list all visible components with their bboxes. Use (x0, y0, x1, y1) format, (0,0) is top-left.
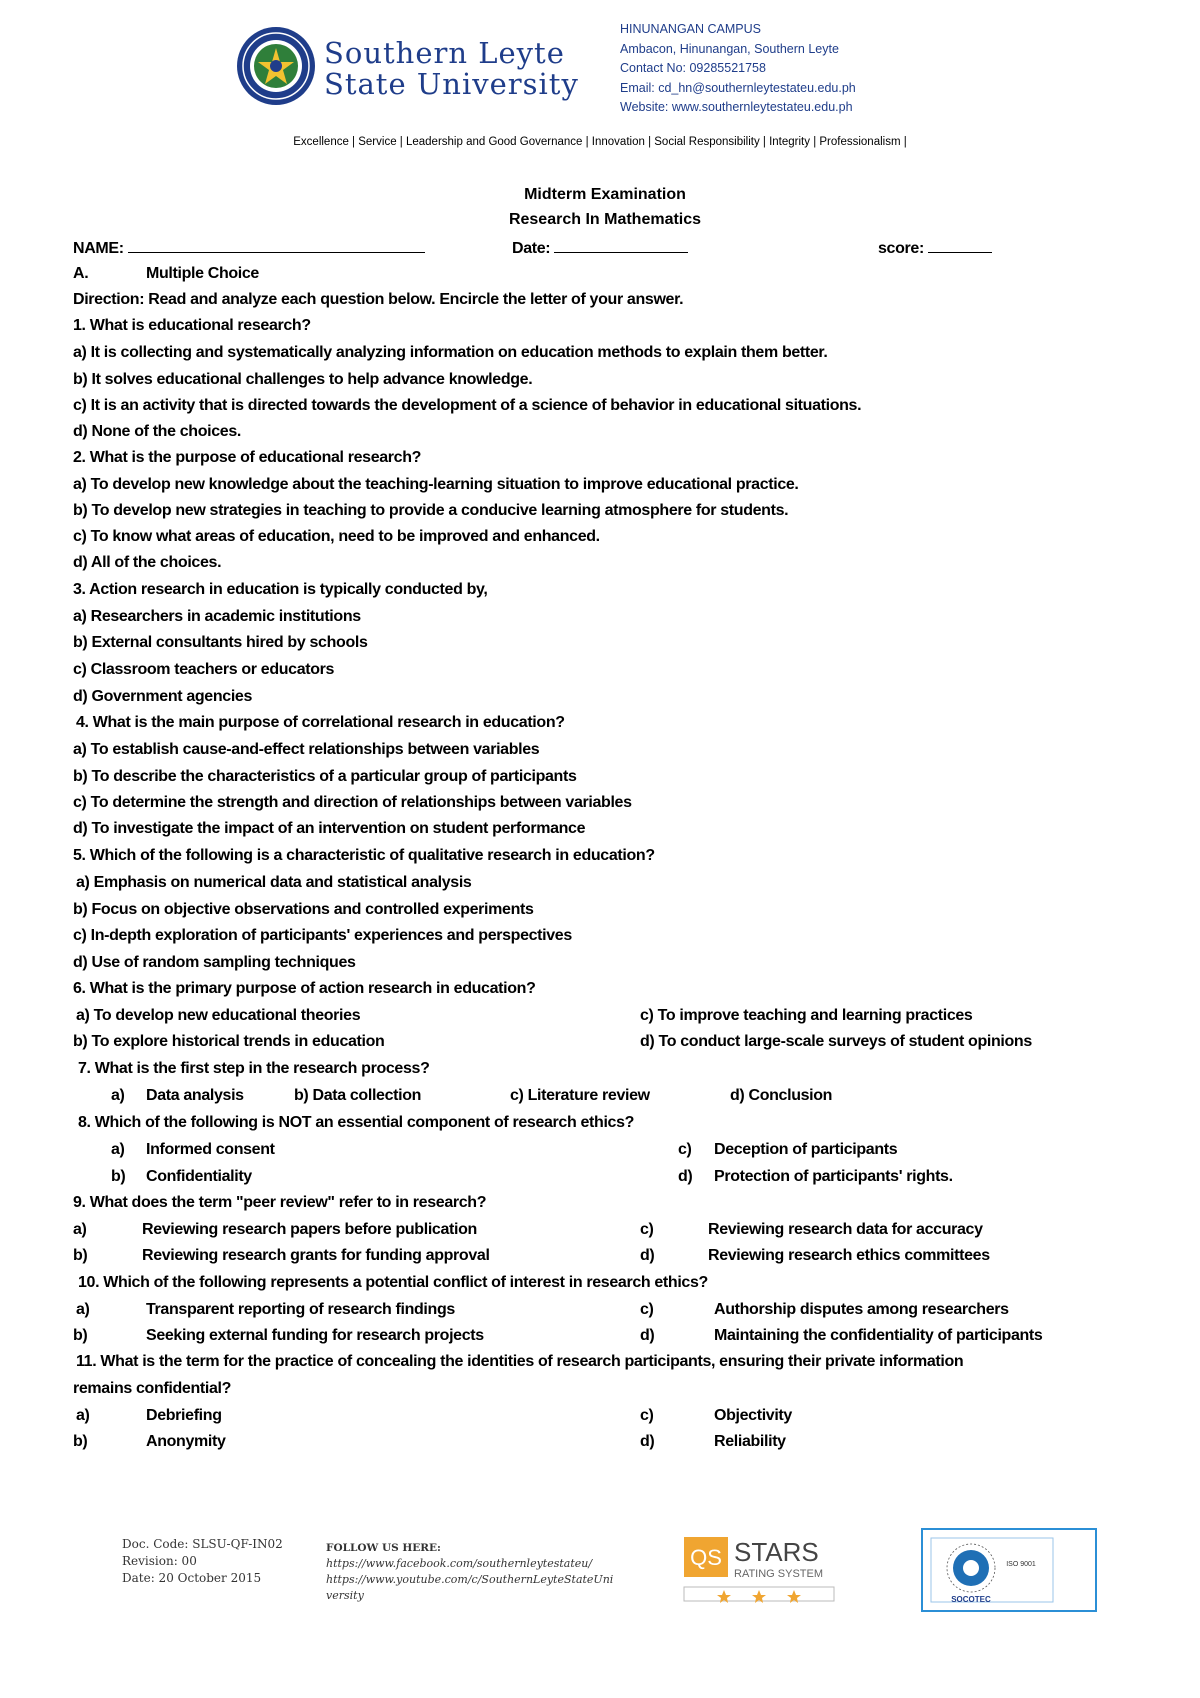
section-letter: A. (73, 265, 89, 282)
doc-date: Date: 20 October 2015 (122, 1571, 262, 1585)
youtube-link-line1[interactable]: https://www.youtube.com/c/SouthernLeyteStateUni (326, 1573, 614, 1586)
q5-choice-b[interactable]: b) Focus on objective observations and controlled experiments (73, 901, 534, 918)
q10-question: 10. Which of the following represents a potential conflict of interest in research ethics? (78, 1274, 708, 1291)
campus-email: Email: cd_hn@southernleytestateu.edu.ph (620, 80, 856, 95)
q11-choice-d-letter[interactable]: d) (640, 1433, 655, 1450)
campus-website: Website: www.southernleytestateu.edu.ph (620, 100, 853, 114)
q8-choice-c[interactable]: Deception of participants (714, 1141, 898, 1158)
q4-question: 4. What is the main purpose of correlational research in education? (76, 714, 565, 731)
score-label: score: (878, 240, 924, 257)
q4-choice-d[interactable]: d) To investigate the impact of an intervention on student performance (73, 820, 586, 837)
name-field[interactable] (73, 237, 425, 259)
q11-question-line1: 11. What is the term for the practice of concealing the identities of research participants, ensuring their private information (76, 1353, 964, 1370)
iso-9001-text: ISO 9001 (1006, 1561, 1036, 1568)
q2-choice-d[interactable]: d) All of the choices. (73, 554, 222, 571)
follow-label: FOLLOW US HERE: (326, 1542, 441, 1554)
campus-contact: Contact No: 09285521758 (620, 61, 766, 75)
q6-choice-c[interactable]: c) To improve teaching and learning practices (640, 1007, 973, 1024)
q8-choice-b[interactable]: Confidentiality (146, 1168, 252, 1185)
q7-choice-b[interactable]: b) Data collection (294, 1087, 422, 1104)
q11-choice-b[interactable]: Anonymity (146, 1433, 226, 1450)
qs-stars-logo-icon (682, 1533, 840, 1605)
q9-choice-a[interactable]: Reviewing research papers before publication (142, 1221, 477, 1238)
q4-choice-a[interactable]: a) To establish cause-and-effect relationships between variables (73, 741, 540, 758)
q2-question: 2. What is the purpose of educational research? (73, 449, 422, 466)
name-blank[interactable] (128, 237, 425, 253)
q5-choice-a[interactable]: a) Emphasis on numerical data and statistical analysis (76, 874, 472, 891)
date-blank[interactable] (554, 237, 688, 253)
q9-choice-d-letter[interactable]: d) (640, 1247, 655, 1264)
qs-stars-text: STARS (734, 1537, 819, 1567)
q10-choice-c-letter[interactable]: c) (640, 1301, 654, 1318)
q10-choice-a[interactable]: Transparent reporting of research findings (146, 1301, 455, 1318)
campus-name: HINUNANGAN CAMPUS (620, 22, 761, 36)
exam-subject: Research In Mathematics (508, 211, 702, 228)
q7-choice-d[interactable]: d) Conclusion (730, 1087, 833, 1104)
q10-choice-c[interactable]: Authorship disputes among researchers (714, 1301, 1009, 1318)
doc-code: Doc. Code: SLSU-QF-IN02 (122, 1537, 283, 1551)
q6-choice-b[interactable]: b) To explore historical trends in education (73, 1033, 385, 1050)
q10-choice-a-letter[interactable]: a) (76, 1301, 90, 1318)
qs-badge-text: QS (690, 1545, 722, 1570)
campus-address: Ambacon, Hinunangan, Southern Leyte (620, 41, 839, 56)
q5-question: 5. Which of the following is a characteristic of qualitative research in education? (73, 847, 655, 864)
university-name (324, 38, 579, 100)
q2-choice-c[interactable]: c) To know what areas of education, need to be improved and enhanced. (73, 528, 600, 545)
q8-choice-c-letter[interactable]: c) (678, 1141, 692, 1158)
exam-title: Midterm Examination (524, 186, 686, 203)
q11-choice-a[interactable]: Debriefing (146, 1407, 222, 1424)
q9-choice-d[interactable]: Reviewing research ethics committees (708, 1247, 990, 1264)
q11-choice-a-letter[interactable]: a) (76, 1407, 90, 1424)
iso-certification-badge (921, 1528, 1097, 1612)
q3-choice-a[interactable]: a) Researchers in academic institutions (73, 608, 361, 625)
q8-choice-d-letter[interactable]: d) (678, 1168, 693, 1185)
q11-choice-d[interactable]: Reliability (714, 1433, 786, 1450)
q6-question: 6. What is the primary purpose of action research in education? (73, 980, 536, 997)
social-links (326, 1540, 613, 1604)
section-title: Multiple Choice (146, 265, 259, 282)
q6-choice-d[interactable]: d) To conduct large-scale surveys of student opinions (640, 1033, 1032, 1050)
direction-text: Direction: Read and analyze each question below. Encircle the letter of your answer. (73, 291, 684, 308)
q10-choice-d[interactable]: Maintaining the confidentiality of participants (714, 1327, 1043, 1344)
q5-choice-c[interactable]: c) In-depth exploration of participants' experiences and perspectives (73, 927, 572, 944)
q11-choice-c-letter[interactable]: c) (640, 1407, 654, 1424)
q9-choice-c[interactable]: Reviewing research data for accuracy (708, 1221, 983, 1238)
q8-question: 8. Which of the following is NOT an essential component of research ethics? (78, 1114, 635, 1131)
q7-question: 7. What is the first step in the research process? (78, 1060, 430, 1077)
campus-info (620, 20, 856, 118)
q8-choice-d[interactable]: Protection of participants' rights. (714, 1168, 953, 1185)
q7-choice-a-letter[interactable]: a) (111, 1087, 125, 1104)
q1-choice-c[interactable]: c) It is an activity that is directed towards the development of a science of behavior in educational situations. (73, 397, 862, 414)
score-blank[interactable] (928, 237, 992, 253)
q2-choice-b[interactable]: b) To develop new strategies in teaching to provide a conducive learning atmosphere for students. (73, 502, 789, 519)
q7-choice-a[interactable]: Data analysis (146, 1087, 244, 1104)
q3-choice-b[interactable]: b) External consultants hired by schools (73, 634, 368, 651)
q7-choice-c[interactable]: c) Literature review (510, 1087, 650, 1104)
q5-choice-d[interactable]: d) Use of random sampling techniques (73, 954, 356, 971)
core-values: Excellence | Service | Leadership and Good Governance | Innovation | Social Responsibility | Integrity | Professionalism | (293, 136, 907, 148)
q1-choice-a[interactable]: a) It is collecting and systematically analyzing information on education methods to explain them better. (73, 344, 828, 361)
q3-choice-c[interactable]: c) Classroom teachers or educators (73, 661, 335, 678)
date-field[interactable] (512, 237, 688, 259)
q1-choice-d[interactable]: d) None of the choices. (73, 423, 241, 440)
q10-choice-b-letter[interactable]: b) (73, 1327, 88, 1344)
name-label: NAME: (73, 240, 124, 257)
document-header (0, 0, 1200, 160)
q1-question: 1. What is educational research? (73, 317, 311, 334)
q10-choice-b[interactable]: Seeking external funding for research projects (146, 1327, 484, 1344)
socotec-text: SOCOTEC (951, 1595, 991, 1604)
q9-question: 9. What does the term "peer review" refer to in research? (73, 1194, 487, 1211)
document-control-info (122, 1536, 283, 1587)
q2-choice-a[interactable]: a) To develop new knowledge about the teaching-learning situation to improve educational practice. (73, 476, 799, 493)
q11-choice-b-letter[interactable]: b) (73, 1433, 88, 1450)
q4-choice-c[interactable]: c) To determine the strength and direction of relationships between variables (73, 794, 632, 811)
score-field[interactable] (878, 237, 992, 259)
q8-choice-b-letter[interactable]: b) (111, 1168, 126, 1185)
q11-question-line2: remains confidential? (73, 1380, 232, 1397)
q3-choice-d[interactable]: d) Government agencies (73, 688, 253, 705)
q9-choice-c-letter[interactable]: c) (640, 1221, 654, 1238)
q9-choice-b-letter[interactable]: b) (73, 1247, 88, 1264)
q11-choice-c[interactable]: Objectivity (714, 1407, 792, 1424)
q6-choice-a[interactable]: a) To develop new educational theories (76, 1007, 361, 1024)
university-name-line2: State University (324, 67, 579, 101)
socotec-logo-icon (923, 1530, 1095, 1610)
q4-choice-b[interactable]: b) To describe the characteristics of a particular group of participants (73, 768, 577, 785)
q8-choice-a[interactable]: Informed consent (146, 1141, 275, 1158)
q3-question: 3. Action research in education is typically conducted by, (73, 581, 488, 598)
facebook-link[interactable]: https://www.facebook.com/southernleytestateu/ (326, 1557, 593, 1570)
doc-revision: Revision: 00 (122, 1554, 197, 1568)
qs-rating-text: RATING SYSTEM (734, 1568, 824, 1580)
q9-choice-b[interactable]: Reviewing research grants for funding approval (142, 1247, 490, 1264)
university-seal-icon (236, 26, 316, 106)
q8-choice-a-letter[interactable]: a) (111, 1141, 125, 1158)
q10-choice-d-letter[interactable]: d) (640, 1327, 655, 1344)
q1-choice-b[interactable]: b) It solves educational challenges to help advance knowledge. (73, 371, 533, 388)
university-name-line1: Southern Leyte (324, 36, 565, 70)
date-label: Date: (512, 240, 551, 257)
youtube-link-line2[interactable]: versity (326, 1589, 364, 1602)
q9-choice-a-letter[interactable]: a) (73, 1221, 87, 1238)
